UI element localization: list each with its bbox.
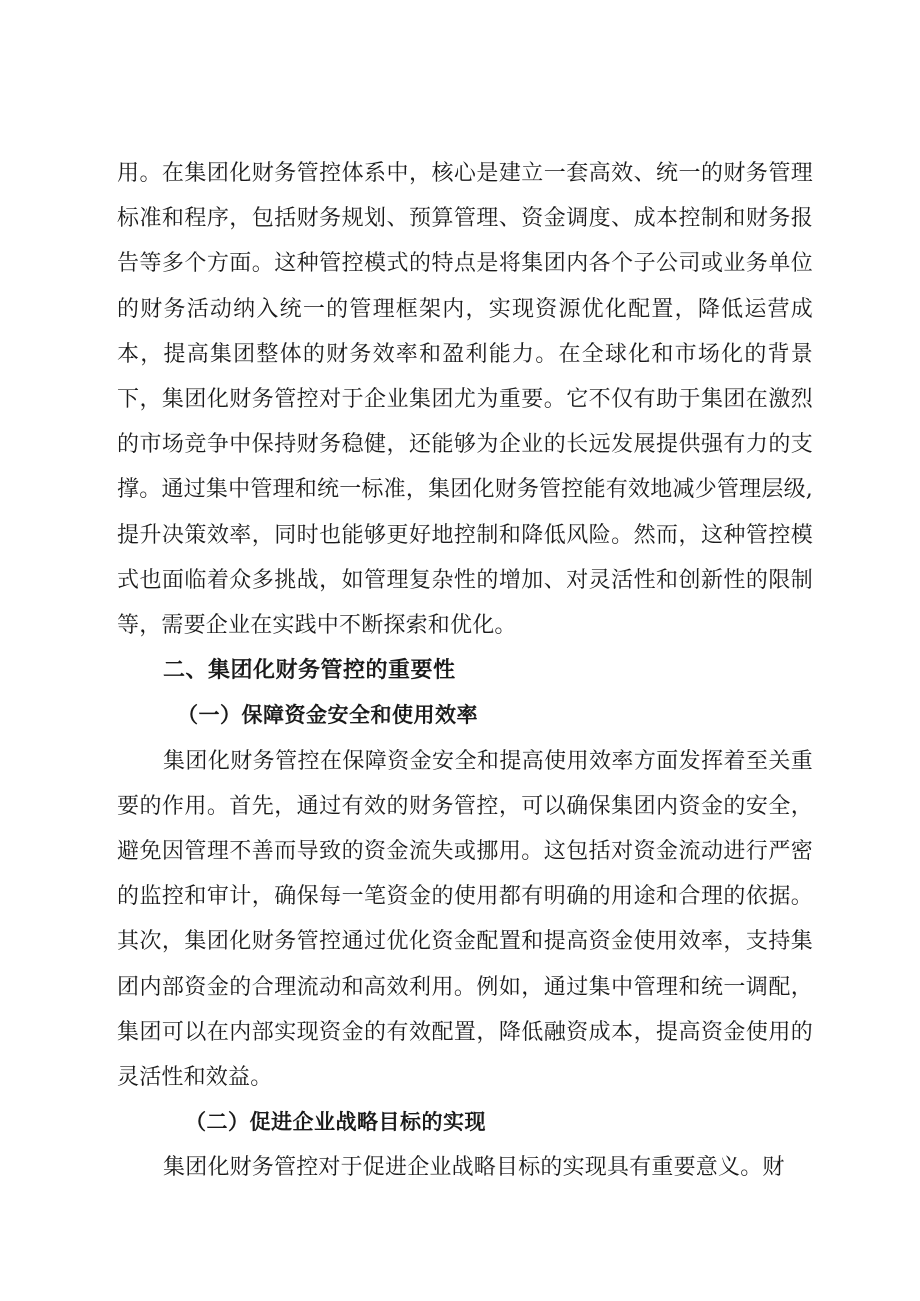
continuation-paragraph: 用。在集团化财务管控体系中，核心是建立一套高效、统一的财务管理标准和程序，包括财务规划、预算管理、资金调度、成本控制和财务报告等多个方面。这种管控模式的特点是将集团内各个子公司或业务单位的财务活动纳入统一的管理框架内，实现资源优化配置，降低运营成本，提高集团整体的财务效率和盈利能力。在全球化和市场化的背景下，集团化财务管控对于企业集团尤为重要。它不仅有助于集团在激烈的市场竞争中保持财务稳健，还能够为企业的长远发展提供强有力的支撑。通过集中管理和统一标准，集团化财务管控能有效地减少管理层级,提升决策效率，同时也能够更好地控制和降低风险。然而，这种管控模式也面临着众多挑战，如管理复杂性的增加、对灵活性和创新性的限制等，需要企业在实践中不断探索和优化。	[117, 161, 813, 639]
document-body	[117, 151, 813, 1191]
subsection-paragraph-1: 集团化财务管控在保障资金安全和提高使用效率方面发挥着至关重要的作用。首先，通过有效的财务管控，可以确保集团内资金的安全，避免因管理不善而导致的资金流失或挪用。这包括对资金流动进行严密的监控和审计，确保每一笔资金的使用都有明确的用途和合理的依据。其次，集团化财务管控通过优化资金配置和提高资金使用效率，支持集团内部资金的合理流动和高效利用。例如，通过集中管理和统一调配，集团可以在内部实现资金的有效配置，降低融资成本，提高资金使用的灵活性和效益。	[117, 748, 813, 1091]
subsection-paragraph-2: 集团化财务管控对于促进企业战略目标的实现具有重要意义。财	[163, 1155, 785, 1181]
section-heading: 二、集团化财务管控的重要性	[163, 658, 456, 684]
subsection-heading-1: （一）保障资金安全和使用效率	[177, 703, 478, 728]
subsection-heading-2: （二）促进企业战略目标的实现	[185, 1110, 486, 1135]
